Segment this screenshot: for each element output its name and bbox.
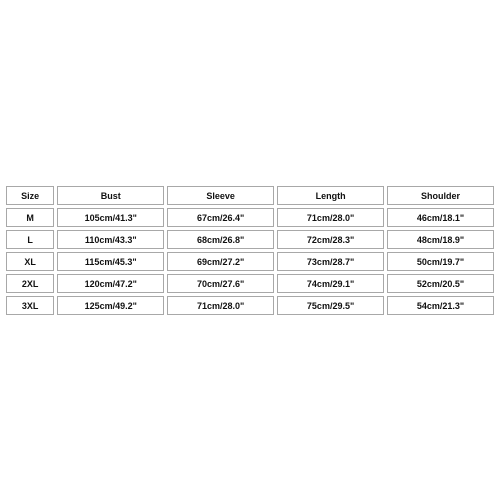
table-row <box>6 208 494 227</box>
header-bust: Bust <box>57 186 164 205</box>
length-cell: 73cm/28.7" <box>277 252 384 271</box>
sleeve-cell: 69cm/27.2" <box>167 252 274 271</box>
size-chart-table <box>3 183 497 318</box>
header-sleeve: Sleeve <box>167 186 274 205</box>
header-shoulder: Shoulder <box>387 186 494 205</box>
shoulder-cell: 52cm/20.5" <box>387 274 494 293</box>
shoulder-cell: 46cm/18.1" <box>387 208 494 227</box>
shoulder-cell: 54cm/21.3" <box>387 296 494 315</box>
sleeve-cell: 70cm/27.6" <box>167 274 274 293</box>
header-row <box>6 186 494 205</box>
table-row <box>6 252 494 271</box>
sleeve-cell: 67cm/26.4" <box>167 208 274 227</box>
length-cell: 71cm/28.0" <box>277 208 384 227</box>
shoulder-cell: 48cm/18.9" <box>387 230 494 249</box>
size-cell: M <box>6 208 54 227</box>
sleeve-cell: 68cm/26.8" <box>167 230 274 249</box>
length-cell: 75cm/29.5" <box>277 296 384 315</box>
table-row <box>6 230 494 249</box>
bust-cell: 115cm/45.3" <box>57 252 164 271</box>
bust-cell: 105cm/41.3" <box>57 208 164 227</box>
bust-cell: 120cm/47.2" <box>57 274 164 293</box>
sleeve-cell: 71cm/28.0" <box>167 296 274 315</box>
table-row <box>6 274 494 293</box>
bust-cell: 110cm/43.3" <box>57 230 164 249</box>
size-cell: L <box>6 230 54 249</box>
size-cell: 3XL <box>6 296 54 315</box>
table-row <box>6 296 494 315</box>
header-size: Size <box>6 186 54 205</box>
length-cell: 72cm/28.3" <box>277 230 384 249</box>
bust-cell: 125cm/49.2" <box>57 296 164 315</box>
length-cell: 74cm/29.1" <box>277 274 384 293</box>
size-cell: 2XL <box>6 274 54 293</box>
header-length: Length <box>277 186 384 205</box>
size-cell: XL <box>6 252 54 271</box>
shoulder-cell: 50cm/19.7" <box>387 252 494 271</box>
